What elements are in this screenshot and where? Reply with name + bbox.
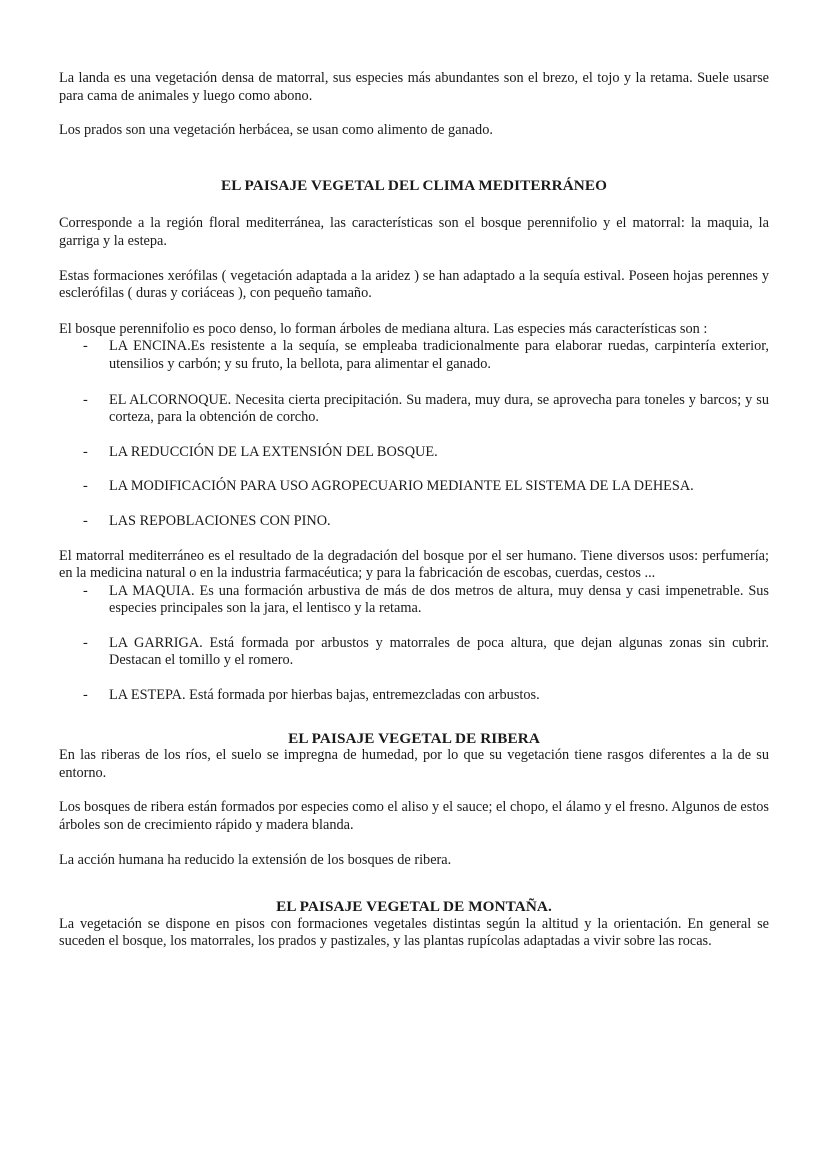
list-item-text: LA MODIFICACIÓN PARA USO AGROPECUARIO MEDIANTE EL SISTEMA DE LA DEHESA. bbox=[109, 478, 694, 495]
list-item bbox=[59, 687, 769, 705]
paragraph-xerofilas: Estas formaciones xerófilas ( vegetación adaptada a la aridez ) se han adaptado a la sequía estival. Poseen hojas perennes y esclerófilas ( duras y coriáceas ), con pequeño tamaño. bbox=[59, 267, 769, 302]
heading-mediterraneo: EL PAISAJE VEGETAL DEL CLIMA MEDITERRÁNEO bbox=[221, 176, 607, 194]
paragraph-accion-humana: La acción humana ha reducido la extensión de los bosques de ribera. bbox=[59, 851, 452, 868]
dash-bullet: - bbox=[83, 687, 88, 704]
paragraph-matorral: El matorral mediterráneo es el resultado de la degradación del bosque por el ser humano. Tiene diversos usos: perfumería; en la medicina natural o en la industria farmacéutica; y para la fabricación de escobas, cuerdas, cestos ... bbox=[59, 547, 769, 582]
paragraph-bosques-ribera: Los bosques de ribera están formados por especies como el aliso y el sauce; el chopo, el álamo y el fresno. Algunos de estos árboles son de crecimiento rápido y madera blanda. bbox=[59, 799, 769, 834]
dash-bullet: - bbox=[83, 443, 88, 460]
list-item-text: LA REDUCCIÓN DE LA EXTENSIÓN DEL BOSQUE. bbox=[109, 443, 438, 460]
list-item bbox=[59, 392, 769, 427]
list-item-text: LA MAQUIA. Es una formación arbustiva de más de dos metros de altura, muy densa y casi impenetrable. Sus especies principales son la jara, el lentisco y la retama. bbox=[109, 582, 769, 617]
list-item bbox=[59, 583, 769, 618]
list-item-text: EL ALCORNOQUE. Necesita cierta precipitación. Su madera, muy dura, se aprovecha para toneles y barcos; y su corteza, para la obtención de corcho. bbox=[109, 391, 769, 426]
list-item-text: LA ENCINA.Es resistente a la sequía, se empleaba tradicionalmente para elaborar ruedas, carpintería exterior, utensilios y carbón; y su fruto, la bellota, para alimentar el ganado. bbox=[109, 338, 769, 372]
dash-bullet: - bbox=[83, 391, 88, 408]
list-item-text: LAS REPOBLACIONES CON PINO. bbox=[109, 512, 331, 529]
list-item bbox=[59, 635, 769, 670]
dash-bullet: - bbox=[83, 512, 88, 529]
paragraph-riberas: En las riberas de los ríos, el suelo se impregna de humedad, por lo que su vegetación tiene rasgos diferentes a la de su entorno. bbox=[59, 747, 769, 781]
paragraph-montana: La vegetación se dispone en pisos con formaciones vegetales distintas según la altitud y la orientación. En general se suceden el bosque, los matorrales, los prados y pastizales, y las plantas rupícolas adaptadas a vivir sobre las rocas. bbox=[59, 915, 769, 950]
list-matorral-tipos bbox=[59, 583, 769, 705]
list-bosque-especies bbox=[59, 338, 769, 530]
list-item bbox=[59, 478, 769, 496]
paragraph-region-floral: Corresponde a la región floral mediterránea, las características son el bosque perennifolio y el matorral: la maquia, la garriga y la estepa. bbox=[59, 215, 769, 249]
heading-ribera: EL PAISAJE VEGETAL DE RIBERA bbox=[288, 729, 540, 747]
paragraph-bosque-perennifolio: El bosque perennifolio es poco denso, lo forman árboles de mediana altura. Las especies más características son : bbox=[59, 320, 708, 337]
dash-bullet: - bbox=[83, 634, 88, 651]
dash-bullet: - bbox=[83, 582, 88, 599]
dash-bullet: - bbox=[83, 338, 88, 355]
list-item bbox=[59, 513, 769, 531]
heading-montana: EL PAISAJE VEGETAL DE MONTAÑA. bbox=[276, 898, 552, 916]
document-page bbox=[59, 70, 769, 951]
dash-bullet: - bbox=[83, 478, 88, 495]
list-item bbox=[59, 444, 769, 462]
list-item bbox=[59, 338, 769, 373]
list-item-text: LA ESTEPA. Está formada por hierbas bajas, entremezcladas con arbustos. bbox=[109, 687, 540, 704]
intro-paragraph-prados: Los prados son una vegetación herbácea, se usan como alimento de ganado. bbox=[59, 122, 493, 139]
list-item-text: LA GARRIGA. Está formada por arbustos y matorrales de poca altura, que dejan algunas zonas sin cubrir. Destacan el tomillo y el romero. bbox=[109, 634, 769, 669]
intro-paragraph-landa: La landa es una vegetación densa de matorral, sus especies más abundantes son el brezo, el tojo y la retama. Suele usarse para cama de animales y luego como abono. bbox=[59, 70, 769, 104]
